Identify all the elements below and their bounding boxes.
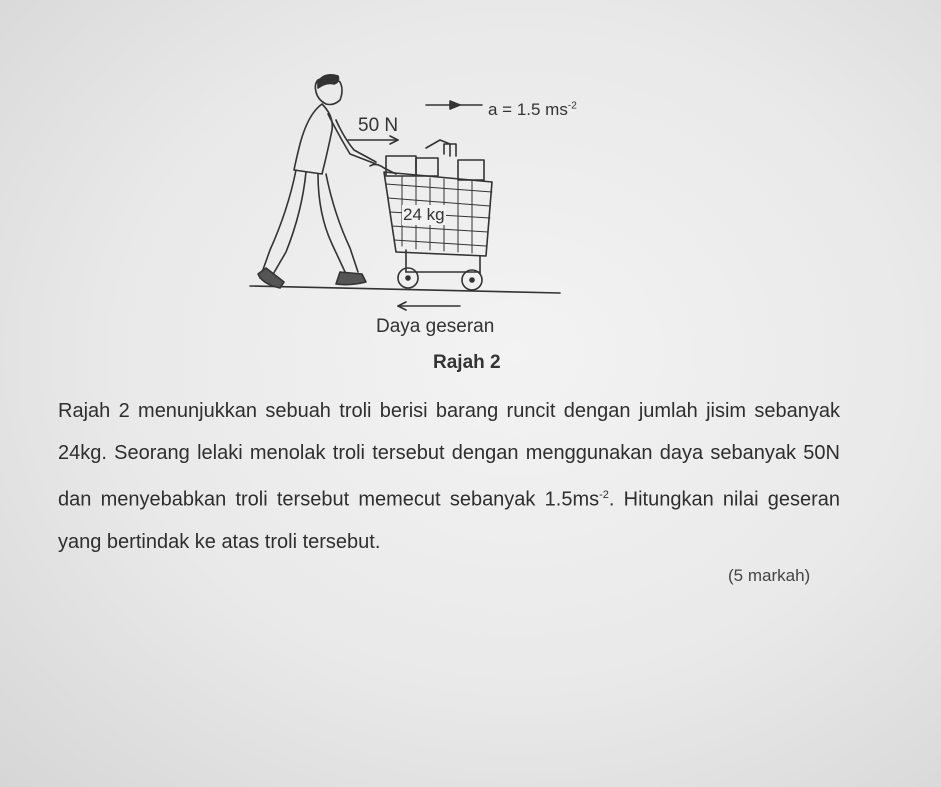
force-label: 50 N: [358, 115, 399, 136]
trolley-diagram: [230, 60, 650, 340]
figure-caption: Rajah 2: [433, 352, 501, 373]
trolley-illustration: [230, 60, 650, 340]
man-legs: [260, 170, 346, 278]
acceleration-label: a = 1.5 $ms^{-2}$: [488, 100, 577, 119]
marks-label: (5 markah): [728, 566, 811, 585]
friction-label: Daya geseran: [376, 316, 495, 337]
man-torso: [294, 104, 332, 174]
question-text: Rajah 2 menunjukkan sebuah troli berisi barang runcit dengan jumlah jisim sebanyak 24kg. Seorang lelaki menolak troli tersebut dengan menggunakan daya sebanyak 50N dan menyebabkan troli tersebut memecut sebanyak $1.5ms^{-2}$. Hitungkan nilai geseran yang bertindak ke atas troli tersebut.: [58, 400, 840, 553]
mass-label: 24 kg: [403, 205, 445, 224]
